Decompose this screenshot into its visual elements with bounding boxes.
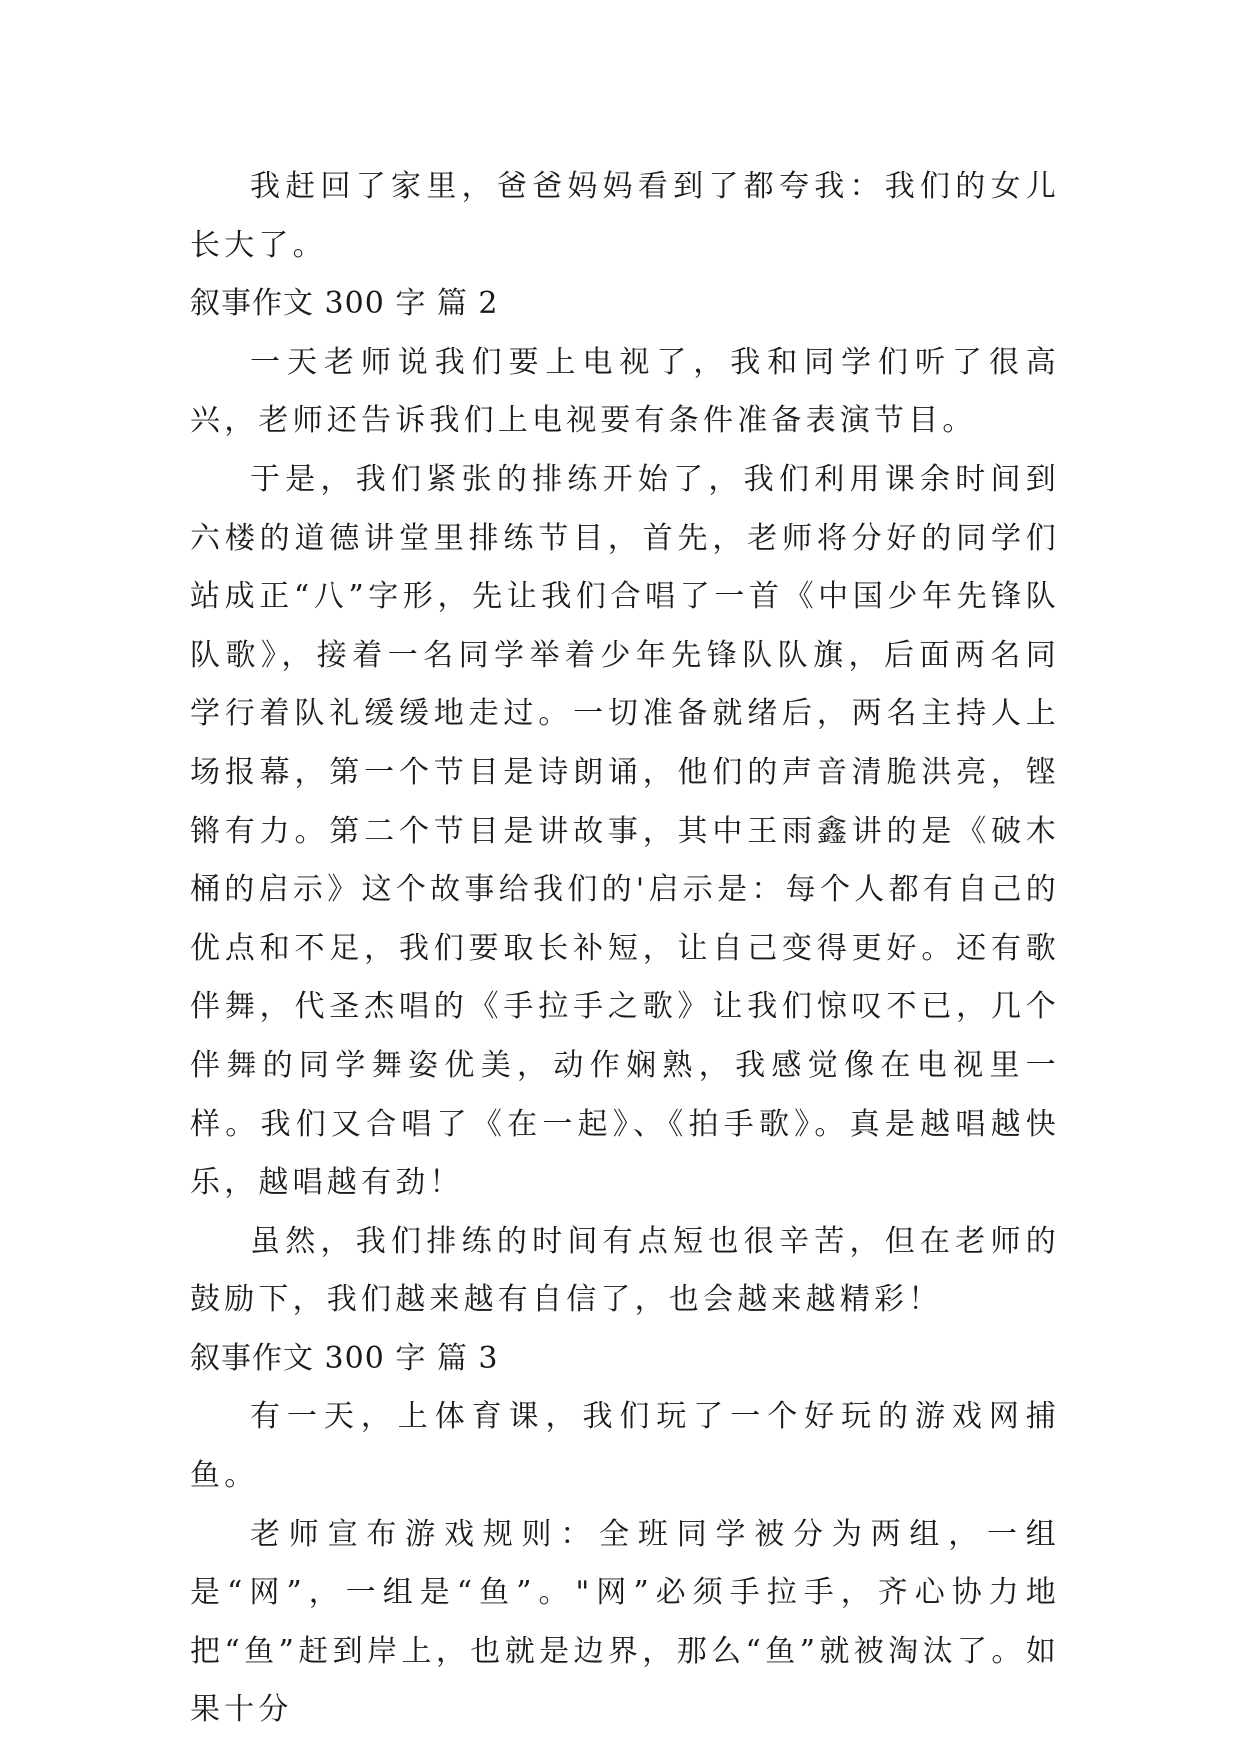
paragraph-return-home: 我赶回了家里，爸爸妈妈看到了都夸我：我们的女儿长大了。 <box>190 169 1060 263</box>
section-heading-3: 叙事作文 300 字 篇 3 <box>190 1340 499 1376</box>
section-heading-2: 叙事作文 300 字 篇 2 <box>190 286 499 322</box>
paragraph-game-rules: 老师宣布游戏规则：全班同学被分为两组，一组是“网”，一组是“鱼”。"网”必须手拉手，齐心协力地把“鱼”赶到岸上，也就是边界，那么“鱼”就被淘汰了。如果十分 <box>190 1516 1060 1728</box>
document-body <box>190 158 1060 1740</box>
paragraph-rehearsal: 于是，我们紧张的排练开始了，我们利用课余时间到六楼的道德讲堂里排练节目，首先，老师将分好的同学们站成正“八”字形，先让我们合唱了一首《中国少年先锋队队歌》，接着一名同学举着少年先锋队队旗，后面两名同学行着队礼缓缓地走过。一切准备就绪后，两名主持人上场报幕，第一个节目是诗朗诵，他们的声音清脆洪亮，铿锵有力。第二个节目是讲故事，其中王雨鑫讲的是《破木桶的启示》这个故事给我们的'启示是：每个人都有自己的优点和不足，我们要取长补短，让自己变得更好。还有歌伴舞，代圣杰唱的《手拉手之歌》让我们惊叹不已，几个伴舞的同学舞姿优美，动作娴熟，我感觉像在电视里一样。我们又合唱了《在一起》、《拍手歌》。真是越唱越快乐，越唱越有劲！ <box>190 461 1060 1201</box>
paragraph-pe-class: 有一天，上体育课，我们玩了一个好玩的游戏网捕鱼。 <box>190 1399 1060 1494</box>
paragraph-confidence: 虽然，我们排练的时间有点短也很辛苦，但在老师的鼓励下，我们越来越有自信了，也会越来越精彩！ <box>190 1223 1060 1318</box>
paragraph-tv-news: 一天老师说我们要上电视了，我和同学们听了很高兴，老师还告诉我们上电视要有条件准备表演节目。 <box>190 344 1060 439</box>
